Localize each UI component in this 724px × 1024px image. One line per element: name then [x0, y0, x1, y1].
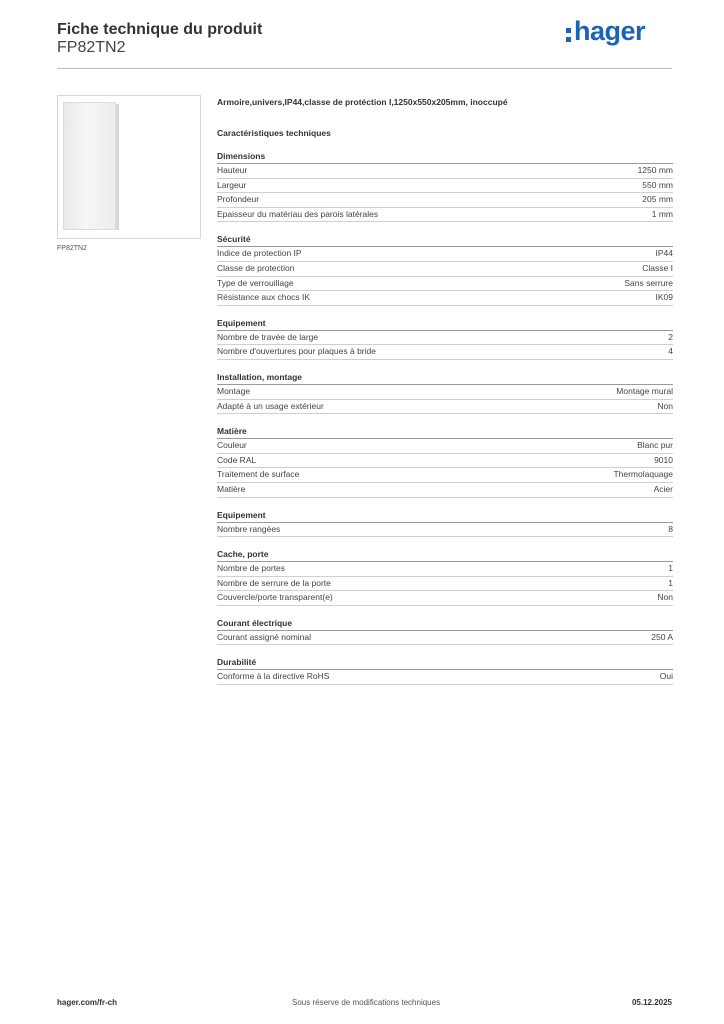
- header-divider: [57, 68, 672, 69]
- spec-group: [217, 548, 673, 606]
- spec-label: Nombre rangées: [217, 523, 281, 534]
- spec-value: 550 mm: [642, 179, 673, 190]
- spec-row: [217, 439, 673, 454]
- spec-group-title: Matière: [217, 425, 673, 439]
- spec-group-title: Equipement: [217, 317, 673, 331]
- spec-value: Non: [657, 400, 673, 411]
- spec-group: [217, 317, 673, 360]
- spec-label: Couvercle/porte transparent(e): [217, 592, 333, 603]
- footer-disclaimer: Sous réserve de modifications techniques: [292, 998, 441, 1007]
- spec-value: 250 A: [651, 631, 673, 642]
- image-caption: FP82TN2: [57, 245, 87, 252]
- logo-text: hager: [574, 16, 646, 46]
- spec-label: Couleur: [217, 440, 247, 451]
- spec-label: Adapté à un usage extérieur: [217, 400, 324, 411]
- spec-row: [217, 208, 673, 223]
- spec-label: Courant assigné nominal: [217, 631, 312, 642]
- spec-label: Epaisseur du matériau des parois latérales: [217, 208, 379, 219]
- spec-group: [217, 656, 673, 685]
- product-image: [57, 95, 201, 239]
- spec-group-title: Cache, porte: [217, 548, 673, 562]
- spec-group-title: Equipement: [217, 509, 673, 523]
- spec-row: [217, 454, 673, 469]
- spec-value: Classe I: [642, 262, 673, 273]
- spec-value: Acier: [653, 483, 673, 494]
- spec-value: Non: [657, 592, 673, 603]
- spec-value: 2: [668, 331, 673, 342]
- spec-content: [217, 95, 673, 685]
- footer-website: hager.com/fr-ch: [57, 998, 118, 1007]
- spec-value: IK09: [655, 292, 673, 303]
- spec-value: IP44: [655, 248, 673, 259]
- spec-group: [217, 233, 673, 305]
- spec-label: Matière: [217, 483, 246, 494]
- spec-group-title: Dimensions: [217, 150, 673, 164]
- spec-value: Sans serrure: [624, 277, 673, 288]
- cabinet-side-illustration: [116, 104, 119, 230]
- logo-dots-icon: [566, 28, 571, 42]
- spec-value: Thermolaquage: [613, 469, 673, 480]
- spec-groups: [217, 150, 673, 685]
- hager-logo: [566, 14, 645, 48]
- spec-group: [217, 617, 673, 646]
- spec-group-title: Durabilité: [217, 656, 673, 670]
- spec-group-title: Courant électrique: [217, 617, 673, 631]
- spec-row: [217, 164, 673, 179]
- spec-row: [217, 291, 673, 306]
- spec-row: [217, 247, 673, 262]
- spec-label: Conforme à la directive RoHS: [217, 671, 330, 682]
- spec-group: [217, 371, 673, 414]
- spec-value: 1: [668, 563, 673, 574]
- product-reference: FP82TN2: [57, 39, 126, 56]
- spec-group-title: Installation, montage: [217, 371, 673, 385]
- spec-value: 205 mm: [642, 194, 673, 205]
- spec-value: Montage mural: [616, 385, 673, 396]
- spec-group: [217, 150, 673, 222]
- spec-row: [217, 193, 673, 208]
- spec-value: 1250 mm: [637, 165, 673, 175]
- spec-value: 9010: [654, 454, 673, 465]
- spec-label: Traitement de surface: [217, 469, 300, 480]
- spec-row: [217, 277, 673, 292]
- spec-value: 1: [668, 577, 673, 588]
- spec-row: [217, 631, 673, 646]
- spec-value: 8: [668, 523, 673, 534]
- spec-label: Résistance aux chocs IK: [217, 292, 311, 303]
- spec-row: [217, 523, 673, 538]
- spec-label: Indice de protection IP: [217, 248, 302, 259]
- footer-date: 05.12.2025: [631, 998, 672, 1007]
- spec-label: Nombre de serrure de la porte: [217, 577, 331, 588]
- spec-value: Blanc pur: [637, 440, 673, 451]
- spec-group-title: Sécurité: [217, 233, 673, 247]
- cabinet-illustration: [63, 102, 116, 230]
- spec-row: [217, 345, 673, 360]
- spec-value: 4: [668, 346, 673, 357]
- spec-label: Hauteur: [217, 165, 248, 175]
- spec-row: [217, 385, 673, 400]
- technical-characteristics-heading: Caractéristiques techniques: [217, 128, 331, 138]
- page-title: Fiche technique du produit: [57, 21, 263, 38]
- spec-row: [217, 577, 673, 592]
- spec-row: [217, 262, 673, 277]
- spec-group: [217, 509, 673, 538]
- spec-value: Oui: [659, 671, 673, 682]
- spec-label: Classe de protection: [217, 262, 295, 273]
- spec-label: Profondeur: [217, 194, 260, 205]
- spec-row: [217, 179, 673, 194]
- spec-label: Code RAL: [217, 454, 257, 465]
- spec-row: [217, 670, 673, 685]
- spec-label: Montage: [217, 385, 251, 396]
- spec-label: Largeur: [217, 179, 247, 190]
- spec-group: [217, 425, 673, 497]
- spec-row: [217, 483, 673, 498]
- spec-label: Nombre de portes: [217, 563, 286, 574]
- product-description: Armoire,univers,IP44,classe de protéction I,1250x550x205mm, inoccupé: [217, 97, 508, 107]
- spec-row: [217, 562, 673, 577]
- spec-row: [217, 591, 673, 606]
- spec-row: [217, 400, 673, 415]
- spec-value: 1 mm: [651, 208, 673, 219]
- spec-row: [217, 468, 673, 483]
- spec-label: Nombre de travée de large: [217, 331, 319, 342]
- spec-label: Type de verrouillage: [217, 277, 294, 288]
- spec-label: Nombre d'ouvertures pour plaques à bride: [217, 346, 376, 357]
- spec-row: [217, 331, 673, 346]
